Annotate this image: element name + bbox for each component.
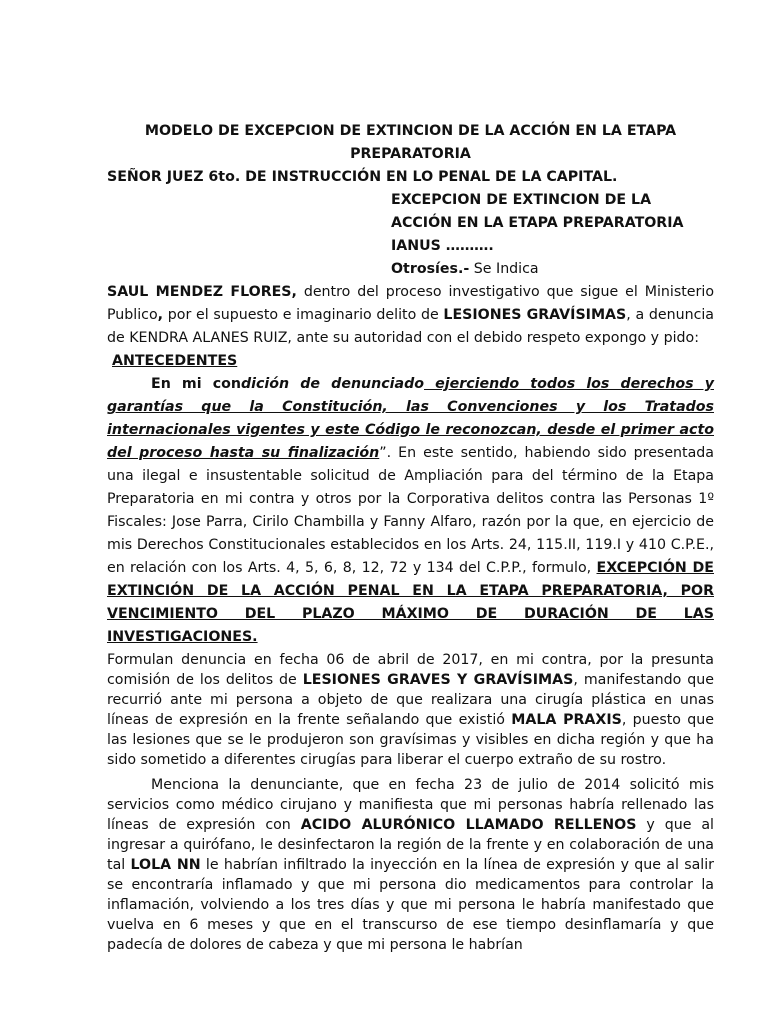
paragraph-antecedentes <box>107 373 714 649</box>
p3-text-1: Menciona la denunciante, que en fecha 23 de julio de 2014 solicitó mis servicios como médico cirujano y manifiesta que mi personas habría rellenado las líneas de expresión con <box>107 777 714 833</box>
p3-acid: ACIDO ALURÓNICO LLAMADO RELLENOS <box>300 817 637 833</box>
p2-mala-praxis: MALA PRAXIS <box>511 712 622 728</box>
document-title: MODELO DE EXCEPCION DE EXTINCION DE LA ACCIÓN EN LA ETAPA PREPARATORIA <box>144 123 677 162</box>
petitioner-name: SAUL MENDEZ FLORES, <box>107 284 297 300</box>
court-address: SEÑOR JUEZ 6to. DE INSTRUCCIÓN EN LO PENAL DE LA CAPITAL. <box>107 169 618 185</box>
paragraph-menciona <box>107 775 714 955</box>
intro-text-1: dentro del proceso investigativo que sigue el Ministerio Publico <box>107 284 714 323</box>
intro-text-3: , a denuncia de KENDRA ALANES RUIZ, ante su autoridad con el debido respeto expongo y pido: <box>107 307 714 346</box>
intro-comma: , <box>157 307 164 323</box>
antecedentes-heading: ANTECEDENTES <box>112 353 238 369</box>
otrosies-label: Otrosíes.- <box>391 261 470 277</box>
p1-body: ”. En este sentido, habiendo sido presentada una ilegal e insustentable solicitud de Ampliación para del término de la Etapa Preparatoria en mi contra y otros por la Corporativa delitos contra las Personas 1º Fiscales: Jose Parra, Cirilo Chambilla y Fanny Alfaro, razón por la que, en ejercicio de mis Derechos Constitucionales establecidos en los Arts. 24, 115.II, 119.I y 410 C.P.E., en relación con los Arts. 4, 5, 6, 8, 12, 72 y 134 del C.P.P., formulo, <box>107 445 715 576</box>
p3-lola: LOLA NN <box>130 857 201 873</box>
caption-line-3: IANUS ………. <box>391 238 494 254</box>
p3-text-3: le habrían infiltrado la inyección en la línea de expresión y que al salir se encontraría inflamado y que mi persona dio medicamentos para controlar la inflamación, volviendo a los tres días y que mi persona le habría manifestado que vuelva en 6 meses y que en el transcurso de ese tiempo desinflamaría y que padecía de dolores de cabeza y que mi persona le habrían <box>107 857 715 953</box>
document-page <box>107 118 714 955</box>
caption-otrosies <box>107 258 714 281</box>
crime-name: LESIONES GRAVÍSIMAS <box>443 307 627 323</box>
intro-paragraph <box>107 281 714 350</box>
caption-line-1: EXCEPCION DE EXTINCION DE LA <box>391 192 652 208</box>
otrosies-text: Se Indica <box>469 261 539 277</box>
p2-crimes: LESIONES GRAVES Y GRAVÍSIMAS <box>302 672 574 688</box>
p1-exception-title: EXCEPCIÓN DE EXTINCIÓN DE LA ACCIÓN PENAL EN LA ETAPA PREPARATORIA, POR VENCIMIENTO DEL PLAZO MÁXIMO DE DURACIÓN DE LAS INVESTIGACIONES. <box>107 560 714 645</box>
p2-text-2: , manifestando que recurrió ante mi persona a objeto de que realizara una cirugía plástica en unas líneas de expresión en la frente señalando que existió <box>107 672 714 728</box>
intro-text-2: por el supuesto e imaginario delito de <box>163 307 444 323</box>
p2-text-1: Formulan denuncia en fecha 06 de abril de 2017, en mi contra, por la presunta comisión de los delitos de <box>107 652 714 688</box>
paragraph-denuncia <box>107 650 714 770</box>
p2-text-3: , puesto que las lesiones que se le produjeron son gravísimas y visibles en dicha región y que ha sido sometido a diferentes cirugías para liberar el cuerpo extraño de su rostro. <box>107 712 714 768</box>
p1-rights-quote: ejerciendo todos los derechos y garantías que la Constitución, las Convenciones y los Tratados internacionales vigentes y este Código le reconozcan, desde el primer acto del proceso hasta su finalización <box>107 376 714 461</box>
p1-condition: dición de denunciado <box>240 376 425 392</box>
p1-lead: En mi con <box>151 376 241 392</box>
p3-text-2: y que al ingresar a quirófano, le desinfectaron la región de la frente y en colaboración de una tal <box>107 817 714 873</box>
caption-line-2: ACCIÓN EN LA ETAPA PREPARATORIA <box>391 215 684 231</box>
